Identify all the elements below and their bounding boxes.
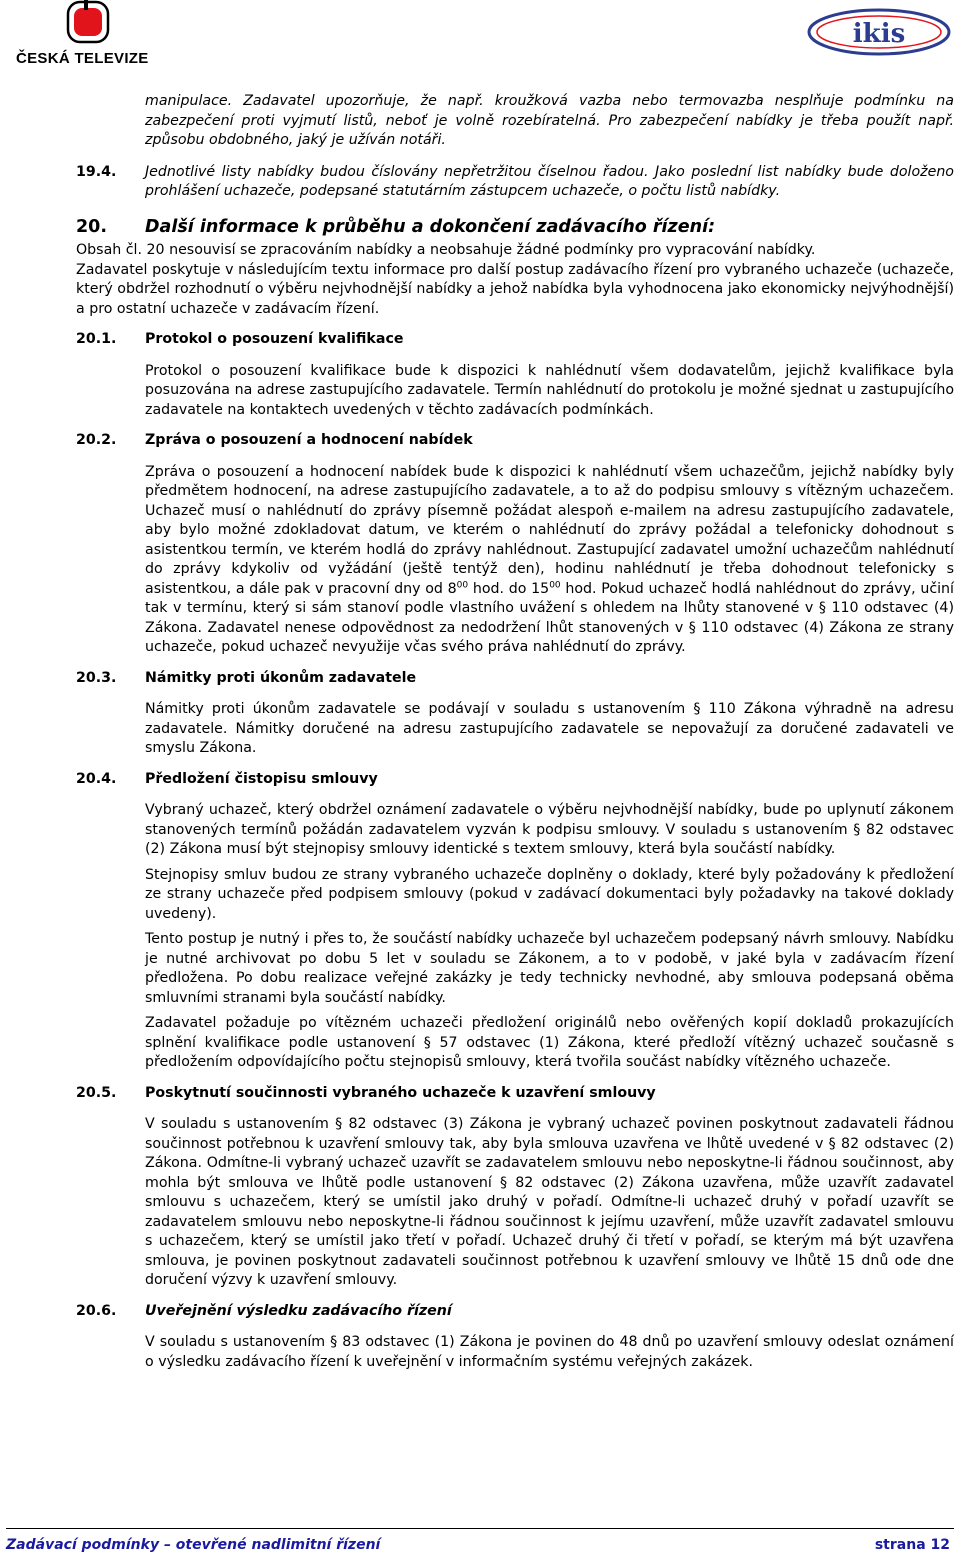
ikis-wordmark: ikis <box>852 19 906 49</box>
subsection-20-1-heading <box>76 330 954 350</box>
superscript: 00 <box>549 579 561 590</box>
subsection-number: 20.4. <box>76 770 117 787</box>
ikis-logo <box>804 4 954 64</box>
text-run: Zpráva o posouzení a hodnocení nabídek bude k dispozici k nahlédnutí všem uchazečům, jejichž nabídky byly předmětem hodnocení, na adrese zastupujícího zadavatele, a to až do podpisu smlouvy s vítězným uchazečem. Uchazeč musí o nahlédnutí do zprávy písemně požádat alespoň e-mailem na adresu zastupujícího zadavatele, aby bylo možné zdokladovat datum, ve kterém o nahlédnutí do zprávy požádal a telefonicky dohodnout s asistentkou termín, ve kterém hodlá do zprávy nahlédnout. Zastupující zadavatel umožní uchazečům nahlédnutí do zprávy kdykoliv od vyžádání (ještě tentýž den), hodinu nahlédnutí je třeba dohodnout telefonicky s asistentkou, a dále pak v pracovní dny od <box>145 463 954 597</box>
section-20-note: Obsah čl. 20 nesouvisí se zpracováním nabídky a neobsahuje žádné podmínky pro vypracování nabídky. <box>76 242 816 258</box>
subsection-20-6-paragraph: V souladu s ustanovením § 83 odstavec (1) Zákona je povinen do 48 dnů po uzavření smlouvy odeslat oznámení o výsledku zadávacího řízení k uveřejnění v informačním systému veřejných zakázek. <box>145 1334 954 1370</box>
subsection-20-2-heading <box>76 431 954 451</box>
subsection-title: Zpráva o posouzení a hodnocení nabídek <box>145 432 473 448</box>
section-number: 20. <box>76 216 108 237</box>
item-text: Jednotlivé listy nabídky budou číslovány nepřetržitou číselnou řadou. Jako poslední list nabídky bude doloženo prohlášení uchazeče, podepsané statutárním zástupcem uchazeče, o počtu listů nabídky. <box>145 163 954 199</box>
ceska-televize-wordmark: ČESKÁ TELEVIZE <box>16 50 149 67</box>
subsection-20-3-paragraph: Námitky proti úkonům zadavatele se podávají v souladu s ustanovením § 110 Zákona výhradně na adresu zadavatele. Námitky doručené na adresu zastupujícího zadavatele se nepovažují za doručené zadavateli ve smyslu Zákona. <box>145 701 954 756</box>
subsection-title: Poskytnutí součinnosti vybraného uchazeče k uzavření smlouvy <box>145 1084 656 1101</box>
footer-document-title: Zadávací podmínky – otevřené nadlimitní řízení <box>6 1537 381 1553</box>
page-header <box>0 0 960 72</box>
subsection-20-4-heading <box>76 770 954 790</box>
subsection-20-2-paragraph <box>145 463 954 658</box>
subsection-20-4-paragraph-1: Vybraný uchazeč, který obdržel oznámení zadavatele o výběru nejvhodnější nabídky, bude po uplynutí zákonem stanovených termínů požádán zadavatelem vyzván k podpisu smlouvy. V souladu s ustanovením § 82 odstavec (2) Zákona musí být stejnopisy smlouvy identické s textem smlouvy, která byla součástí nabídky. <box>145 802 954 857</box>
subsection-20-6-heading <box>76 1302 954 1322</box>
subsection-20-3-heading <box>76 669 954 689</box>
section-20-heading <box>76 218 954 238</box>
superscript: 00 <box>456 579 469 590</box>
subsection-title: Uveřejnění výsledku zadávacího řízení <box>145 1302 452 1319</box>
subsection-number: 20.6. <box>76 1302 117 1319</box>
text-run: 15 <box>531 580 550 597</box>
section-title: Další informace k průběhu a dokončení zadávacího řízení: <box>145 216 716 237</box>
subsection-number: 20.1. <box>76 331 117 347</box>
subsection-20-5-paragraph: V souladu s ustanovením § 82 odstavec (3) Zákona je vybraný uchazeč povinen poskytnout zadavateli řádnou součinnost potřebnou k uzavření smlouvy tak, aby byla smlouva uzavřena ve lhůtě uvedené v § 82 odstavec (2) Zákona. Odmítne-li vybraný uchazeč uzavřít se zadavatelem smlouvu nebo neposkytne-li řádnou součinnost, aby mohla být smlouva ve lhůtě podle ustanovení § 82 odstavec (2) Zákona uzavřena, může uzavřít zadavatel smlouvu s uchazečem, který se umístil jako druhý v pořadí. Odmítne-li uchazeč druhý v pořadí uzavřít se zadavatelem smlouvu nebo neposkytne-li řádnou součinnost k jejímu uzavření, může uzavřít zadavatel smlouvu s uchazečem, který se umístil jako třetí v pořadí. Uchazeč druhý či třetí v pořadí, se kterým má být uzavřena smlouva, je povinen poskytnout zadavateli součinnost potřebnou k uzavření smlouvy ve lhůtě 15 dnů ode dne doručení výzvy k uzavření smlouvy. <box>145 1116 954 1288</box>
subsection-title: Předložení čistopisu smlouvy <box>145 770 378 787</box>
document-body <box>76 92 954 1378</box>
item-number: 19.4. <box>76 163 117 180</box>
subsection-title: Protokol o posouzení kvalifikace <box>145 331 404 347</box>
section-20-intro: Zadavatel poskytuje v následujícím textu informace pro další postup zadávacího řízení pro vybraného uchazeče (uchazeče, který obdržel rozhodnutí o výběru nejvhodnější nabídky a jehož nabídka byla vyhodnocena jako ekonomicky nejvýhodnější) a pro ostatní uchazeče v zadávacím řízení. <box>76 261 954 317</box>
subsection-number: 20.3. <box>76 669 117 686</box>
text-run: 8 <box>447 580 457 597</box>
subsection-20-4-paragraph-4: Zadavatel požaduje po vítězném uchazeči předložení originálů nebo ověřených kopií dokladů prokazujících splnění kvalifikace podle ustanovení § 57 odstavec (1) Zákona, které předloží vítězný uchazeč současně s předložením odpovídajícího počtu stejnopisů smlouvy, která tvořila součást nabídky vítězného uchazeče. <box>145 1015 954 1070</box>
page-footer <box>6 1537 950 1553</box>
subsection-20-1-paragraph: Protokol o posouzení kvalifikace bude k dispozici k nahlédnutí všem dodavatelům, jejichž kvalifikace byla posuzována na adrese zastupujícího zadavatele. Termín nahlédnutí do protokolu je možné sjednat u zastupujícího zadavatele na kontaktech uvedených v těchto zadávacích podmínkách. <box>145 362 954 418</box>
subsection-20-5-heading <box>76 1084 954 1104</box>
text-run: hod. do <box>468 580 532 597</box>
subsection-20-4-paragraph-3: Tento postup je nutný i přes to, že součástí nabídky uchazeče byl uchazečem podepsaný návrh smlouvy. Nabídku je nutné archivovat po dobu 5 let v souladu se Zákonem, a to v podobě, v jaké byla v zadávacím řízení předložena. Po dobu realizace veřejné zakázky je tedy technicky nevhodné, aby smlouva podepsaná oběma smluvními stranami byla součástí nabídky. <box>145 931 954 1006</box>
intro-paragraph: manipulace. Zadavatel upozorňuje, že např. kroužková vazba nebo termovazba nesplňuje podmínku na zabezpečení proti vyjmutí listů, neboť je volně rozebíratelná. Pro zabezpečení nabídky je třeba použít např. způsobu obdobného, jaký je užíván notáři. <box>145 93 954 148</box>
subsection-number: 20.5. <box>76 1084 117 1101</box>
ceska-televize-logo <box>8 0 183 72</box>
subsection-number: 20.2. <box>76 432 117 448</box>
footer-page-number: strana 12 <box>874 1537 950 1553</box>
item-19-4 <box>76 163 954 202</box>
subsection-title: Námitky proti úkonům zadavatele <box>145 669 417 686</box>
tv-icon <box>64 0 124 48</box>
footer-divider <box>6 1528 954 1529</box>
subsection-20-4-paragraph-2: Stejnopisy smluv budou ze strany vybraného uchazeče doplněny o doklady, které byly požadovány k předložení ze strany uchazeče před podpisem smlouvy (pokud v zadávací dokumentaci byly požadavky na takové doklady uvedeny). <box>145 866 954 922</box>
text-run: hod. Pokud uchazeč hodlá nahlédnout do zprávy, učiní tak v termínu, který si sám stanoví podle vlastního uvážení s ohledem na lhůty stanovené v § 110 odstavec (4) Zákona. Zadavatel nenese odpovědnost za nedodržení lhůt stanovených v § 110 odstavec (4) Zákona ze strany uchazeče, pokud uchazeč nevyužije včas svého práva nahlédnutí do zprávy. <box>145 580 954 655</box>
